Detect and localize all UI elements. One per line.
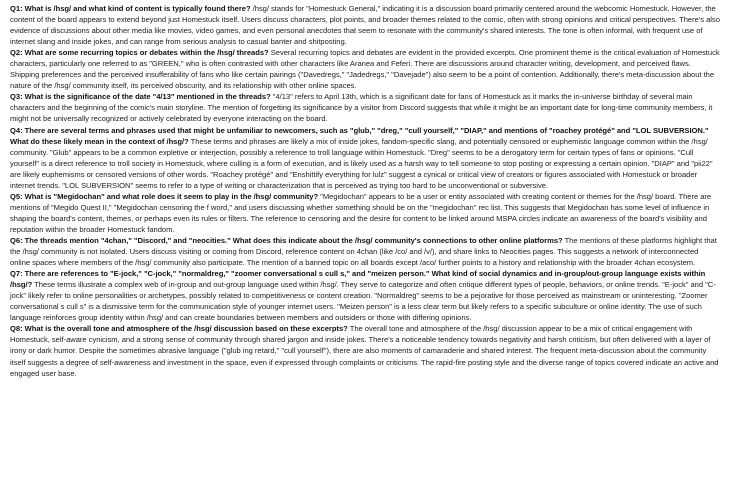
faq-item-q5 [10,191,720,235]
faq-item-q3 [10,91,720,124]
question-q2: Q2: What are some recurring topics or debates within the /hsg/ threads? [10,48,269,58]
answer-q3: "4/13" refers to April 13th, which is a significant date for fans of Homestuck as it marks the in-universe birthday of several main characters and the beginning of the comic's main storyline. The mention of forgetting its significance by a visitor from Discord suggests that while it might be an important date for long-time community members, it might not be universally recognized or actively celebrated by everyone interacting on the board. [10,92,713,124]
answer-q7: These terms illustrate a complex web of in-group and out-group language used within /hsg/. They serve to categorize and often critique different types of people, behaviors, or online trends. "E-jock" and "C-jock" likely refer to online personalities or archetypes, possibly related to competitiveness or content creation. "Normaldreg" seems to be a pejorative for those perceived as mainstream or uninteresting. "Zoomer conversational s cull s" is a dismissive term for the communication style of younger internet users. "Meizen person" is a less clear term but likely refers to a specific subculture or online identity. The use of such language reinforces group identity within /hsg/ and can create boundaries between members and outsiders or those with differing opinions. [10,280,716,323]
faq-item-q8 [10,323,720,378]
question-q1: Q1: What is /hsg/ and what kind of content is typically found there? [10,4,251,13]
faq-item-q2 [10,47,720,91]
answer-q5: "Megidochan" appears to be a user or entity associated with creating content or themes for the /hsg/ board. There are mentions of "Megido Quest II," "Megidochan censoring the f word," and users discussing whether something should be on the "megidochan" rec list. This suggests that Megidochan has some level of influence in shaping the board's content, themes, or perhaps even its rules or filters. The reference to censoring and the desire for content to be linked around MSPA circles indicate an awareness of the board's visibility and reputation within the broader Homestuck fandom. [10,191,712,234]
answer-q4: These terms and phrases are likely a mix of inside jokes, fandom-specific slang, and potentially censored or euphemistic language common within the /hsg/ community. "Glub" appears to be a common expletive or interjection, possibly a reference to troll language within Homestuck. "Dreg" seems to be a derogatory term for certain types of fans or opinions. "Cull yourself" is a direct reference to troll society in Homestuck, where culling is a form of execution, and is likely used as a harsh way to tell someone to stop posting or expressing a certain opinion. "DIAP" and "pii22" are likely euphemisms or censored versions of other words. "Roachey protégé" and "Enshittify everything for lulz" suggest a cynical or critical view of creators or figures associated with Homestuck or broader internet trends. "LOL SUBVERSION" seems to refer to a type of writing or characterization that is perceived as trying too hard to be unconventional or subversive. [10,136,713,190]
question-q3: Q3: What is the significance of the date "4/13" mentioned in the threads? [10,92,271,102]
faq-item-q1 [10,3,720,47]
question-q7: Q7: There are references to "E-jock," "C-jock," "normaldreg," "zoomer conversational s cull s," and "meizen person." What kind of social dynamics and in-group/out-group language exists within /hsg/? [10,269,706,290]
faq-item-q4 [10,125,720,191]
faq-item-q7 [10,268,720,323]
question-q5: Q5: What is "Megidochan" and what role does it seem to play in the /hsg/ community? [10,191,319,201]
faq-item-q6 [10,235,720,268]
question-q4: Q4: There are several terms and phrases used that might be unfamiliar to newcomers, such as "glub," "dreg," "cull yourself," "DIAP," and mentions of "roachey protégé" and "LOL SUBVERSION." What do these likely mean in the context of /hsg/? [10,125,709,146]
question-q8: Q8: What is the overall tone and atmosphere of the /hsg/ discussion based on these excerpts? [10,324,348,334]
answer-q6: The mentions of these platforms highlight that the /hsg/ community is not isolated. Users discuss visiting or coming from Discord, reference content on 4chan (like /co/ and /v/), and share links to Neocities pages. This suggests a network of interconnected online spaces where members of the /hsg/ community also participate. The mention of a banned topic on all boards except /aco/ further points to a history and relationship with the broader 4chan ecosystem. [10,235,717,268]
answer-q2: Several recurring topics and debates are evident in the provided excerpts. One prominent theme is the critical evaluation of Homestuck characters, particularly one referred to as "GREEN," who is often contrasted with other characters like Aranea and Feferi. There are discussions around character writing, development, and perceived flaws. Shipping preferences and the perceived insufferability of fans who like certain pairings ("Davedregs," "Jadedregs," "Davejade") also seem to be a point of contention. Additionally, there's meta-discussion about the nature of the /hsg/ community itself, its perceived obscurity, and its relationship with other online spaces. [10,48,720,91]
answer-q1: /hsg/ stands for "Homestuck General," indicating it is a discussion board primarily centered around the webcomic Homestuck. However, the content of the board appears to extend beyond just Homestuck itself. Users discuss characters, plot points, and broader themes related to the comic, often with strong opinions and critical perspectives. There's also evidence of discussions about other media like movies, video games, and even personal anecdotes that seem to resonate with the community's shared interests. The tone is often informal, with frequent use of internet slang and inside jokes, and can range from serious analysis to casual banter and shitposting. [10,4,720,47]
question-q6: Q6: The threads mention "4chan," "Discord," and "neocities." What does this indicate about the /hsg/ community's connections to other online platforms? [10,235,563,245]
answer-q8: The overall tone and atmosphere of the /hsg/ discussion appear to be a mix of critical engagement with Homestuck, self-aware cynicism, and a strong sense of community through shared jargon and inside jokes. There's a noticeable tendency towards negativity and harsh criticism, but often delivered with a layer of irony or dark humor. Despite the sometimes abrasive language ("glub ing retard," "cull yourself"), there are also moments of camaraderie and shared interest. The frequent meta-discussion about the community itself suggests a degree of self-awareness and investment in the space, even if expressed through complaints or criticisms. The rapid-fire posting style and the diverse range of topics covered indicate an active and engaged user base. [10,324,719,378]
